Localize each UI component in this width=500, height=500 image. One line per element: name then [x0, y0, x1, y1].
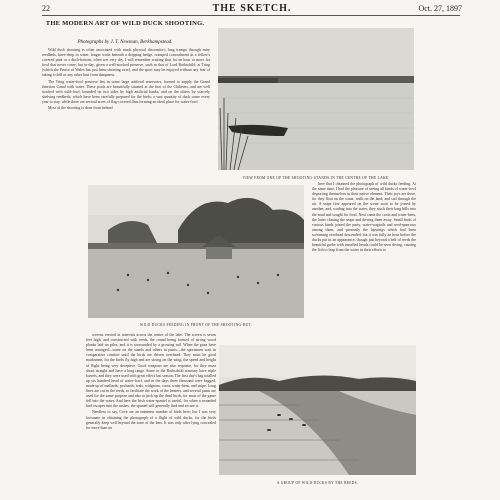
paragraph: Needless to say, Cove are an immense number of birds here; but I was very fortunate in obtaining the photograph of a flight of wild ducks, for the birds generally keep well beyond the zone of the lens. It was only after lying concealed for more than an — [86, 410, 216, 430]
figure-1-caption: VIEW FROM ONE OF THE SHOOTING-STANDS IN THE CENTRE OF THE LAKE. — [242, 176, 390, 180]
figure-2-caption: WILD DUCKS FEEDING IN FRONT OF THE SHOOTING-HUT. — [139, 323, 253, 327]
paragraph: here that I obtained the photograph of wild ducks feeding. At the same time, I had the pleasure of seeing all kinds of water-fowl disporting themselves in their native element. Their joys are there, for they float on the water, walk on the land, and sail through the air. A snipe first appeared on the scene soon to be joined by another, and, wading into the water, they stuck their long bills into the mud and sought for food. Next came the coots and water-hens, the latter chasing the snipe and driving them away. Small birds of various kinds joined the party, water-wagtails and reed-sparrows among them, and presently the lapwings which had been screaming overhead descended; but it was fully an hour before the ducks put in an appearance, though just beyond a belt of reeds the beautiful grebe with tasselled heads could be seen diving, causing the fish to leap from the water in their efforts to — [312, 182, 416, 253]
figure-3-caption: A GROUP OF WILD DUCKS BY THE REEDS. — [276, 481, 359, 485]
magazine-title: THE SKETCH. — [212, 3, 292, 14]
paragraph: The Tring water-fowl preserve lies in some large artificial reservoirs, formed to supply the Grand Junction Canal with water. These pools are beautifully situated at the foot of the Chilterns, and are well stocked with wild-fowl; bounded on two sides by high artificial banks, and on the others by scarcely shelving reedbeds, which have been carefully prepared for the birds; a vast quantity of duck come every year to stay, while there are several acres of flag-covered flats forming an ideal place for water-fowl. — [42, 79, 210, 104]
article-column-right — [312, 182, 416, 332]
issue-date: Oct. 27, 1897 — [418, 4, 462, 13]
paragraph: Wild duck shooting is often associated with much physical discomfort; long tramps through miry reedbeds, knee-deep in water, longer waits beneath a dripping hedge, cramped concealment in a fellow's covered punt or a ditch-bottom, often wet very dry. I will remember waiting thus for an hour or more for fowl that never come; but to-day, given a well-stocked preserve, such as that of Lord Rothschild, at Tring (which the Prince of Wales has just been shooting over), and the sport may be enjoyed without any fear of taking a chill or any other hurt from dampness. — [42, 48, 210, 78]
paragraph: screens erected at intervals across the centre of the lake. The screen is seven feet high, and constructed with reeds, the round being formed of strong wood planks laid on piles, and it is surrounded by a growing rail. When the guns have been arranged—some on the stands and others in punts—the sportsmen wait in comparative comfort until the birds are driven overhead. They must be good marksmen, for the birds fly high and are strong on the wing, the speed and height of flight being very deceptive. Good weapons are also requisite, for they must shoot straight and have a long range. Some in the Rothschild armoury have triple barrels, and they were used with great effect last season. The first day's bag totalled up six hundred head of water-fowl, and in the days three thousand were bagged, made up of mallards, pochards, teals, widgeons, coots, water-hens, and snipe. Long lines are cut in the reeds, to facilitate the work of the beaters, and several punts are used for the same purpose and also to pick up the dead birds, for most of the game fell into the water. And here the Irish water-spaniel is useful, for when a wounded bird escapes into the rushes, the spaniel will generally find and secure it. — [86, 333, 216, 409]
photo-ducks-by-reeds — [219, 345, 416, 475]
ducks-by-reeds-illustration — [219, 345, 416, 475]
photo-lake-view — [218, 28, 414, 170]
article-title: THE MODERN ART OF WILD DUCK SHOOTING. — [45, 20, 205, 27]
article-column-bottom — [86, 333, 216, 493]
paragraph: Most of the shooting is done from behind — [48, 106, 113, 111]
lake-view-illustration — [218, 28, 414, 170]
photo-shooting-hut — [88, 185, 304, 318]
header-rule — [42, 15, 460, 16]
shooting-hut-illustration — [88, 185, 304, 318]
page-number: 22 — [42, 4, 50, 13]
article-byline: Photographs by J. T. Newman, Berkhampstead. — [77, 40, 173, 45]
